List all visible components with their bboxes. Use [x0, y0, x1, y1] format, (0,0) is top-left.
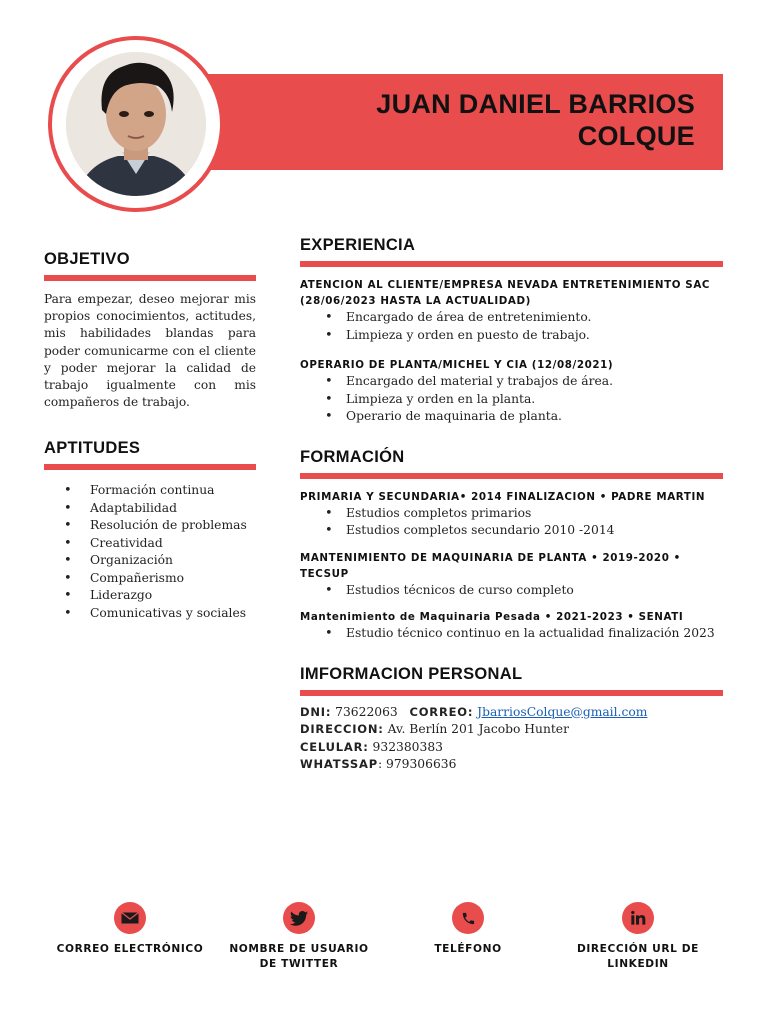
phone-icon — [452, 902, 484, 934]
education-details — [300, 505, 723, 540]
education-title: PRIMARIA Y SECUNDARIA• 2014 FINALIZACION • PADRE MARTIN — [300, 490, 706, 503]
twitter-icon — [283, 902, 315, 934]
list-item: • Estudios completos secundario 2010 -2014 — [300, 522, 723, 540]
linkedin-icon — [622, 902, 654, 934]
email-label: CORREO: — [409, 704, 474, 719]
info-line-dni — [300, 704, 723, 722]
list-item: • Encargado del material y trabajos de área. — [300, 373, 723, 391]
education-heading: FORMACIÓN — [300, 448, 723, 479]
skills-heading: APTITUDES — [44, 439, 256, 470]
contact-linkedin — [558, 902, 718, 972]
list-item: • Formación continua — [44, 482, 256, 500]
objective-text: Para empezar, deseo mejorar mis propios conocimientos, actitudes, mis habilidades blandas para poder comunicarme con el cliente y poder mejorar la calidad de trabajo igualmente con mis compañeros de trabajo. — [44, 292, 256, 410]
email-link[interactable]: JbarriosColque@gmail.com — [477, 704, 648, 719]
objective-heading: OBJETIVO — [44, 250, 256, 281]
skills-list — [44, 482, 256, 622]
whatsapp-label: WHATSSAP — [300, 757, 378, 771]
address-label: DIRECCION: — [300, 722, 384, 736]
job-duties — [300, 373, 723, 426]
info-line-address — [300, 721, 723, 739]
education-entry — [300, 489, 723, 540]
education-details — [300, 625, 723, 643]
list-item: • Creatividad — [44, 535, 256, 553]
education-entry — [300, 609, 723, 643]
phone-value: 932380383 — [368, 739, 443, 754]
left-column — [44, 250, 256, 622]
right-column — [300, 236, 723, 774]
list-item: • Limpieza y orden en la planta. — [300, 391, 723, 409]
dni-label: DNI: — [300, 704, 332, 719]
header-banner — [200, 74, 723, 170]
contact-label: DIRECCIÓN URL DE LINKEDIN — [576, 943, 699, 970]
list-item: • Adaptabilidad — [44, 500, 256, 518]
list-item: • Organización — [44, 552, 256, 570]
experience-heading: EXPERIENCIA — [300, 236, 723, 267]
contact-label: CORREO ELECTRÓNICO — [56, 943, 204, 955]
job-duties — [300, 309, 723, 344]
profile-photo — [66, 52, 206, 196]
list-item: • Operario de maquinaria de planta. — [300, 408, 723, 426]
dni-value: 73622063 — [331, 704, 398, 719]
info-line-phone — [300, 739, 723, 757]
list-item: • Limpieza y orden en puesto de trabajo. — [300, 327, 723, 345]
name-line-2: COLQUE — [577, 121, 695, 151]
job-title: OPERARIO DE PLANTA/MICHEL Y CIA (12/08/2021) — [300, 359, 614, 371]
education-title: Mantenimiento de Maquinaria Pesada • 2021-2023 • SENATI — [300, 611, 684, 623]
list-item: • Estudio técnico continuo en la actualidad finalización 2023 — [300, 625, 723, 643]
address-value: Av. Berlín 201 Jacobo Hunter — [383, 722, 569, 736]
list-item: • Estudios técnicos de curso completo — [300, 582, 723, 600]
info-line-whatsapp — [300, 756, 723, 774]
profile-photo-frame — [48, 36, 224, 212]
education-entry — [300, 550, 723, 600]
candidate-name — [376, 88, 695, 152]
list-item: • Resolución de problemas — [44, 517, 256, 535]
job-title: ATENCION AL CLIENTE/EMPRESA NEVADA ENTRETENIMIENTO SAC (28/06/2023 HASTA LA ACTUALIDAD) — [300, 279, 711, 307]
name-line-1: JUAN DANIEL BARRIOS — [376, 89, 695, 119]
education-title: MANTENIMIENTO DE MAQUINARIA DE PLANTA • 2019-2020 • TECSUP — [300, 551, 681, 580]
portrait-image — [66, 52, 206, 196]
job-entry — [300, 357, 723, 426]
contact-email — [50, 902, 210, 957]
list-item: • Encargado de área de entretenimiento. — [300, 309, 723, 327]
phone-label: CELULAR: — [300, 739, 369, 754]
personal-info — [300, 704, 723, 774]
list-item: • Liderazgo — [44, 587, 256, 605]
list-item: • Compañerismo — [44, 570, 256, 588]
list-item: • Comunicativas y sociales — [44, 605, 256, 623]
envelope-icon — [114, 902, 146, 934]
job-entry — [300, 277, 723, 344]
contact-label: NOMBRE DE USUARIO DE TWITTER — [229, 943, 369, 970]
contact-phone — [388, 902, 548, 957]
contact-twitter — [219, 902, 379, 972]
list-item: • Estudios completos primarios — [300, 505, 723, 523]
education-details — [300, 582, 723, 600]
whatsapp-value: : 979306636 — [377, 757, 457, 771]
contact-label: TELÉFONO — [434, 943, 502, 955]
personal-info-heading: IMFORMACION PERSONAL — [300, 665, 723, 696]
